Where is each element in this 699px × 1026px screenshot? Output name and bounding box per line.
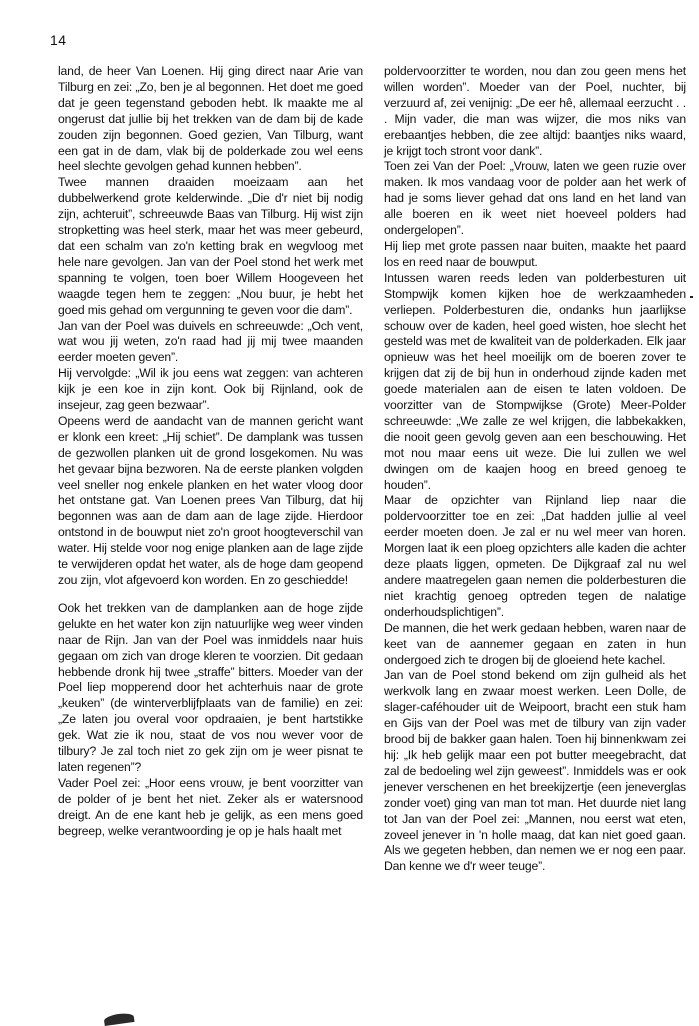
paragraph: Hij vervolgde: „Wil ik jou eens wat zeggen: van achteren kijk je een koe in zijn kont. Ook bij Rijnland, ook de insejeur, zag geen bezwaar”. bbox=[58, 366, 363, 413]
paragraph: Toen zei Van der Poel: „Vrouw, laten we geen ruzie over maken. Ik mos vandaag voor de polder aan het werk of had je soms liever gehad dat ons land en het land van alle boeren en ik weet niet hoeveel polders had ondergelopen”. bbox=[384, 159, 686, 238]
paragraph: Ook het trekken van de damplanken aan de hoge zijde gelukte en het water kon zijn natuurlijke weg weer vinden naar de Rijn. Jan van der Poel was inmiddels naar huis gegaan om zich van droge kleren te voorzien. Dit gedaan hebbende dronk hij twee „straffe” bitters. Moeder van der Poel liep mopperend door het achterhuis naar de grote „keuken” (de winterverblijfplaats van de familie) en zei: „Ze laten jou overal voor opdraaien, je bent hartstikke gek. Wat zie ik nou, staat de vos nou wever voor de tilbury? Je zal toch niet zo gek zijn om je weer pisnat te laten regenen”? bbox=[58, 600, 363, 774]
paragraph: land, de heer Van Loenen. Hij ging direct naar Arie van Tilburg en zei: „Zo, ben je al begonnen. Het doet me goed dat je geen tegenstand geboden hebt. Ik maakte me al ongerust dat jullie bij het trekken van de dam bij de kade zouden zijn begonnen. Goed gezien, Van Tilburg, want een gat in de dam, vlak bij de polderkade zou wel eens heel slechte gevolgen gehad kunnen hebben”. bbox=[58, 64, 363, 174]
paragraph: Opeens werd de aandacht van de mannen gericht want er klonk een kreet: „Hij schiet”. De damplank was tussen de gezwollen planken uit de grond losgekomen. Nu was het gevaar bijna bezworen. Na de eerste planken volgden veel sneller nog enkele planken en het water vloog door het ontstane gat. Van Loenen prees Van Tilburg, dat hij begonnen was aan de dam aan de lage zijde. Hierdoor ontstond in de bouwput niet zo'n groot hoogteverschil van water. Hij stelde voor nog enige planken aan de lage zijde te verwijderen opdat het water, als de hoge dam geopend zou zijn, vlot afgevoerd kon worden. En zo geschiedde! bbox=[58, 413, 363, 587]
paragraph: Intussen waren reeds leden van polderbesturen uit Stompwijk komen kijken hoe de werkzaamheden verliepen. Polderbesturen die, ondanks hun jaarlijkse schouw over de kaden, heel goed wisten, hoe slecht het gesteld was met de kwaliteit van de polderkaden. Elk jaar opnieuw was het heel moeilijk om de boeren zover te krijgen dat zij de bij hun in onderhoud zijnde kaden met goede materialen aan de eisen te laten voldoen. De voorzitter van de Stompwijkse (Grote) Meer-Polder schreeuwde: „We zalle ze wel krijgen, die labbekakken, die nooit geen gevolg geven aan een beschouwing. Het mot nou maar eens uit weze. Die lui zullen we wel dwingen om de kaajen hoog en breed genoeg te houden”. bbox=[384, 270, 686, 492]
left-text-column bbox=[58, 64, 363, 840]
paragraph: Twee mannen draaiden moeizaam aan het dubbelwerkend grote kelderwinde. „Die d'r niet bij nodig zijn, achteruit”, schreeuwde Baas van Tilburg. Hij wist zijn stropketting was heel sterk, maar het was meer gebeurd, dat een schalm van zo'n ketting brak en wegvloog met hele nare gevolgen. Jan van der Poel stond het werk met spanning te volgen, toen boer Willem Hoogeveen het waagde tegen hem te zeggen: „Nou buur, je hebt het goed mis gehad om vergunning te geven voor die dam”. bbox=[58, 175, 363, 317]
right-text-column bbox=[384, 64, 686, 875]
paragraph: poldervoorzitter te worden, nou dan zou geen mens het willen worden”. Moeder van der Poel, nuchter, bij verzuurd af, zei venijnig: „De eer hê, allemaal eerzucht . . . Mijn vader, die man was wijzer, die mos niks van erebaantjes hebben, die zee altijd: baantjes niks waard, je krijgt toch stront voor dank”. bbox=[384, 64, 686, 158]
scan-edge-mark bbox=[690, 296, 693, 298]
page-number: 14 bbox=[50, 32, 67, 48]
paragraph: Jan van de Poel stond bekend om zijn gulheid als het werkvolk lang en zwaar moest werken. Leen Dolle, de slager-caféhouder uit de Weipoort, bracht een stuk ham en Gijs van der Poel was met de tilbury van zijn vader brood bij de bakker gaan halen. Toen hij binnenkwam zei hij: „Ik heb gelijk maar een pot butter meegebracht, dat zal de bedoeling wel zijn geweest”. Inmiddels was er ook jenever verschenen en het breekijzertje (een jeneverglas zonder voet) ging van man tot man. Het duurde niet lang tot Jan van der Poel zei: „Mannen, nou eerst wat eten, zoveel jenever in 'n holle maag, dat kan niet goed gaan. Als we gegeten hebben, dan nemen we er nog een paar. Dan kenne we d'r weer teuge”. bbox=[384, 668, 686, 874]
paragraph: Vader Poel zei: „Hoor eens vrouw, je bent voorzitter van de polder of je bent het niet. Zeker als er watersnood dreigt. An de ene kant heb je gelijk, as een mens goed begreep, welke verantwoording je op je hals haalt met bbox=[58, 775, 363, 838]
paragraph: Maar de opzichter van Rijnland liep naar die poldervoorzitter toe en zei: „Dat hadden jullie al veel eerder moeten doen. Je zal er nu wel meer van horen. Morgen laat ik een ploeg opzichters alle kaden die achter deze plaats liggen, opmeten. De Dijkgraaf zal nu wel andere maatregelen gaan nemen die polderbesturen die niet krachtig genoeg optreden tegen de nalatige onderhoudsplichtigen”. bbox=[384, 493, 686, 619]
paragraph-gap bbox=[58, 589, 363, 601]
paragraph: De mannen, die het werk gedaan hebben, waren naar de keet van de aannemer gegaan en zaten in hun ondergoed zich te drogen bij de gloeiend hete kachel. bbox=[384, 620, 686, 667]
paragraph: Jan van der Poel was duivels en schreeuwde: „Och vent, wat wou jij weten, zo'n raad had jij mij twee maanden eerder moeten geven”. bbox=[58, 318, 363, 365]
paragraph: Hij liep met grote passen naar buiten, maakte het paard los en reed naar de bouwput. bbox=[384, 238, 686, 269]
